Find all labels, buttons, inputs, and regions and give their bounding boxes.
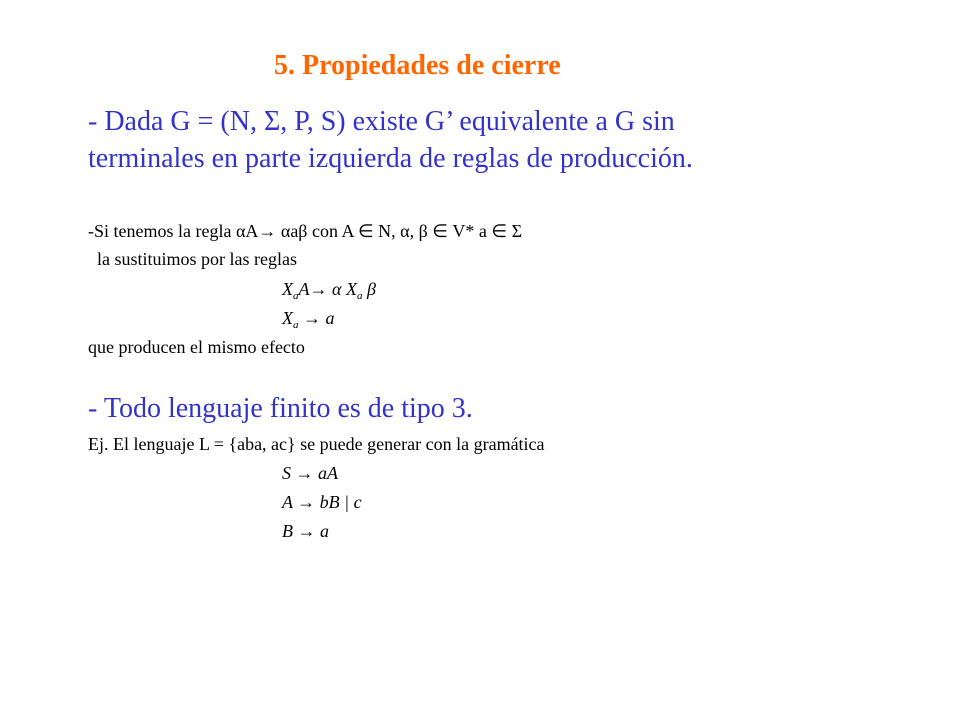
slide-title: 5. Propiedades de cierre xyxy=(274,50,561,81)
rule2-part-end: → a xyxy=(298,308,335,328)
rule2-sub-a: a xyxy=(293,319,299,331)
grammar-rule-1: S → aA xyxy=(282,463,338,483)
rule-replace-text: la sustituimos por las reglas xyxy=(97,249,297,269)
bullet2: - Todo lenguaje finito es de tipo 3. xyxy=(88,393,473,424)
example-intro: Ej. El lenguaje L = {aba, ac} se puede generar con la gramática xyxy=(88,434,545,454)
rule1-part-mid: A→ α X xyxy=(298,279,357,299)
rule-intro: -Si tenemos la regla αA→ αaβ con A ∈ N, α, β ∈ V* a ∈ Σ xyxy=(88,221,523,241)
replacement-rule-1 xyxy=(282,279,376,302)
rule1-part-end: β xyxy=(362,279,376,299)
rule1-sub-a: a xyxy=(293,290,299,302)
effect-text: que producen el mismo efecto xyxy=(88,337,305,357)
replacement-rule-2 xyxy=(282,308,335,331)
bullet1-line1: - Dada G = (N, Σ, P, S) existe G’ equivalente a G sin xyxy=(88,106,675,137)
bullet1-line2: terminales en parte izquierda de reglas de producción. xyxy=(88,143,693,174)
rule2-part-x: X xyxy=(282,308,293,328)
grammar-rule-3: B → a xyxy=(282,521,329,541)
rule1-sub-b: a xyxy=(356,290,363,302)
grammar-rule-2: A → bB | c xyxy=(282,492,362,512)
rule1-part-x: X xyxy=(282,279,293,299)
